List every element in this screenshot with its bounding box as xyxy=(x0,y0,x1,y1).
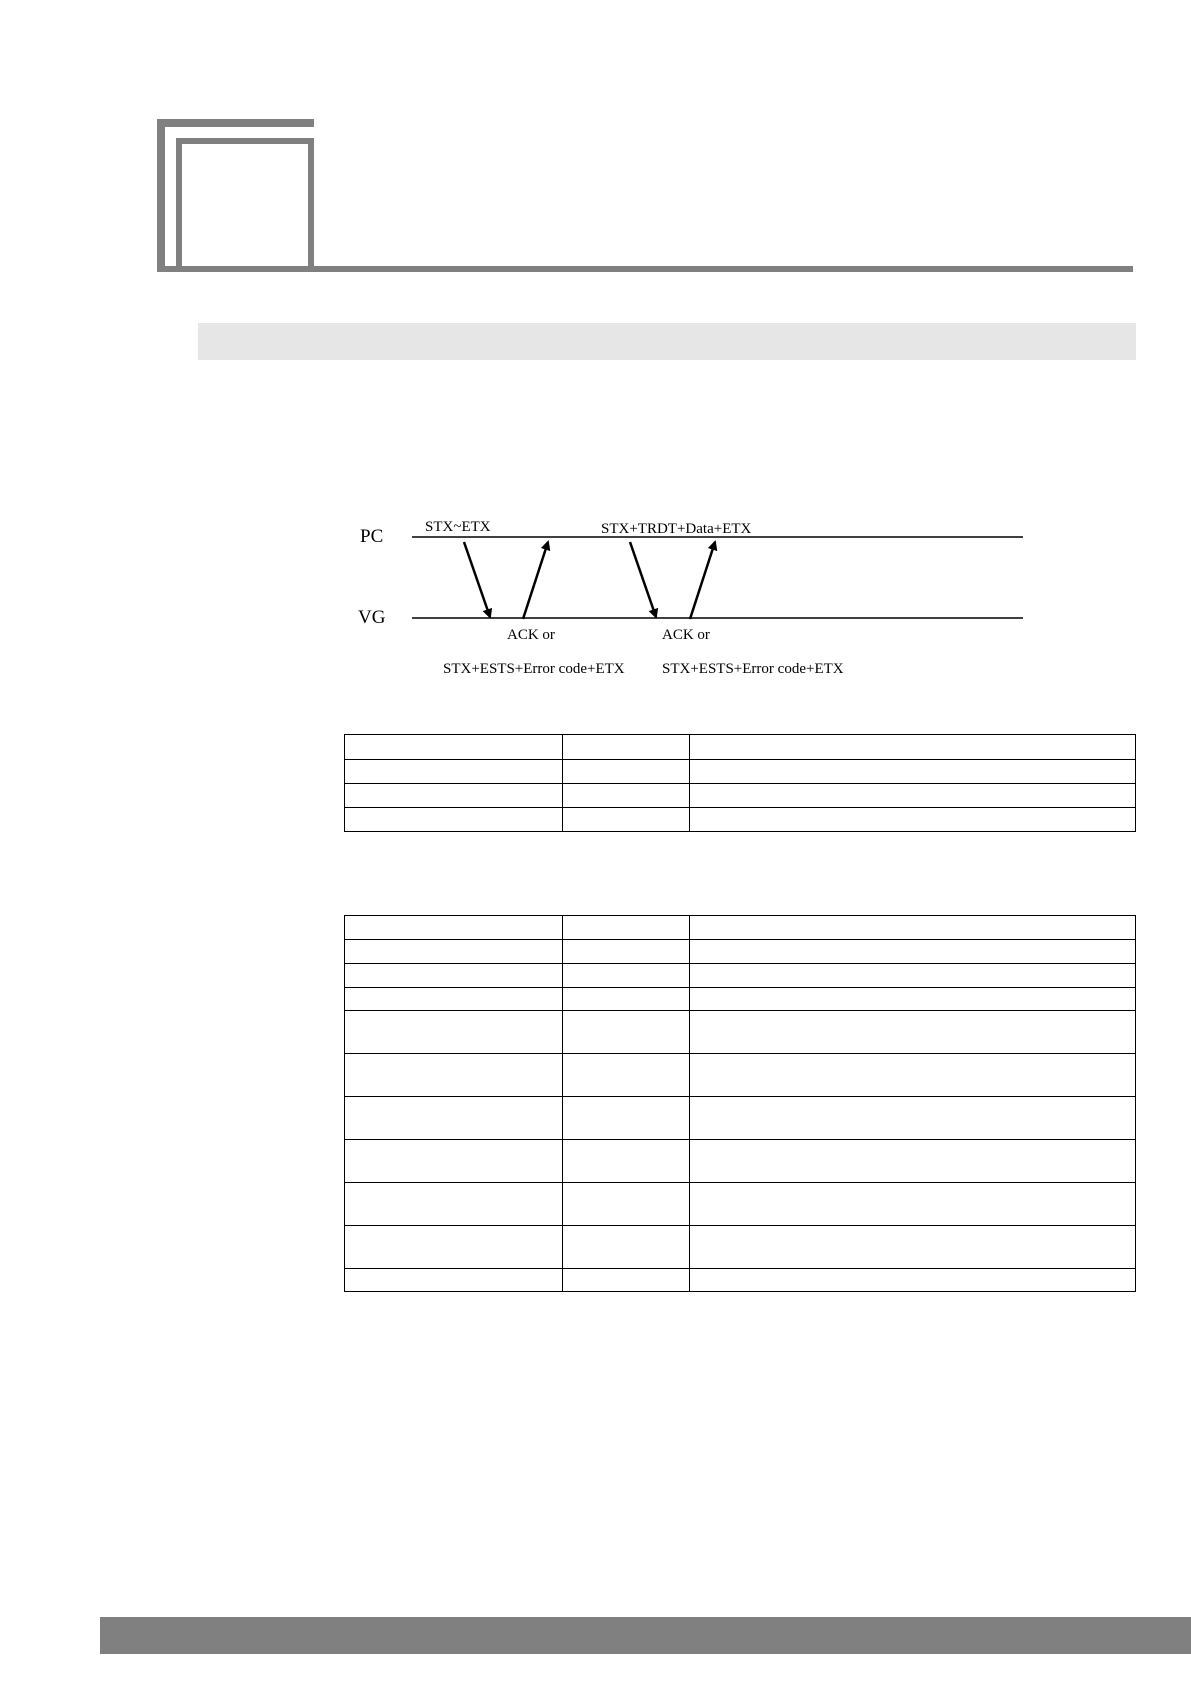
table-cell xyxy=(345,916,563,940)
table-row xyxy=(345,1183,1136,1226)
table-cell xyxy=(345,784,563,808)
table-row xyxy=(345,1226,1136,1269)
table-cell xyxy=(690,1097,1136,1140)
section-heading-bar xyxy=(198,323,1136,360)
table-cell xyxy=(563,1054,690,1097)
table-row xyxy=(345,735,1136,760)
table-cell xyxy=(563,964,690,988)
table-cell xyxy=(563,808,690,832)
table-cell xyxy=(690,964,1136,988)
table-cell xyxy=(345,1097,563,1140)
table-cell xyxy=(563,1183,690,1226)
table-cell xyxy=(563,940,690,964)
label-reply-2-bottom: STX+ESTS+Error code+ETX xyxy=(662,661,844,677)
table-cell xyxy=(563,760,690,784)
table-cell xyxy=(690,735,1136,760)
lane-label-pc: PC xyxy=(360,526,384,547)
label-reply-2-top: ACK or xyxy=(662,627,710,643)
arrow-reply-1 xyxy=(523,542,548,619)
table-row xyxy=(345,1054,1136,1097)
table-cell xyxy=(690,940,1136,964)
label-reply-1-top: ACK or xyxy=(507,627,555,643)
table-1 xyxy=(344,734,1136,832)
table-row xyxy=(345,1140,1136,1183)
table-cell xyxy=(345,1183,563,1226)
table-row xyxy=(345,784,1136,808)
table-cell xyxy=(345,1011,563,1054)
arrow-reply-2 xyxy=(690,542,715,619)
table-cell xyxy=(690,784,1136,808)
table-cell xyxy=(563,1140,690,1183)
communication-sequence-diagram xyxy=(340,505,1040,705)
table-cell xyxy=(690,916,1136,940)
chapter-mark xyxy=(157,119,317,272)
table-row xyxy=(345,1011,1136,1054)
table-row xyxy=(345,940,1136,964)
table-cell xyxy=(690,988,1136,1011)
table-cell xyxy=(345,735,563,760)
table-cell xyxy=(345,1140,563,1183)
table-cell xyxy=(563,916,690,940)
footer-bar xyxy=(100,1617,1191,1654)
table-cell xyxy=(690,1226,1136,1269)
table-cell xyxy=(345,1054,563,1097)
table-cell xyxy=(345,1226,563,1269)
table-cell xyxy=(690,808,1136,832)
table-row xyxy=(345,1269,1136,1292)
table-cell xyxy=(690,1140,1136,1183)
label-request-1: STX~ETX xyxy=(425,519,491,535)
table-row xyxy=(345,988,1136,1011)
table-cell xyxy=(345,940,563,964)
table-row xyxy=(345,964,1136,988)
label-request-2: STX+TRDT+Data+ETX xyxy=(601,521,752,537)
chapter-frame-inner xyxy=(176,138,314,271)
label-reply-1-bottom: STX+ESTS+Error code+ETX xyxy=(443,661,625,677)
table-row xyxy=(345,760,1136,784)
table-row xyxy=(345,916,1136,940)
table-cell xyxy=(563,1269,690,1292)
arrow-request-2 xyxy=(630,542,656,617)
header-rule xyxy=(157,266,1133,272)
table-cell xyxy=(563,1226,690,1269)
table-cell xyxy=(563,784,690,808)
table-row xyxy=(345,808,1136,832)
table-cell xyxy=(563,988,690,1011)
table-cell xyxy=(345,808,563,832)
table-cell xyxy=(345,1269,563,1292)
table-2 xyxy=(344,915,1136,1292)
table-cell xyxy=(690,1183,1136,1226)
table-cell xyxy=(563,1097,690,1140)
table-cell xyxy=(345,964,563,988)
table-cell xyxy=(345,760,563,784)
table-cell xyxy=(690,1054,1136,1097)
lane-label-vg: VG xyxy=(358,607,386,628)
table-cell xyxy=(690,1011,1136,1054)
table-cell xyxy=(563,735,690,760)
table-cell xyxy=(690,1269,1136,1292)
table-cell xyxy=(345,988,563,1011)
table-cell xyxy=(563,1011,690,1054)
table-row xyxy=(345,1097,1136,1140)
arrow-request-1 xyxy=(464,542,490,617)
sequence-diagram-svg xyxy=(340,505,1040,705)
table-cell xyxy=(690,760,1136,784)
